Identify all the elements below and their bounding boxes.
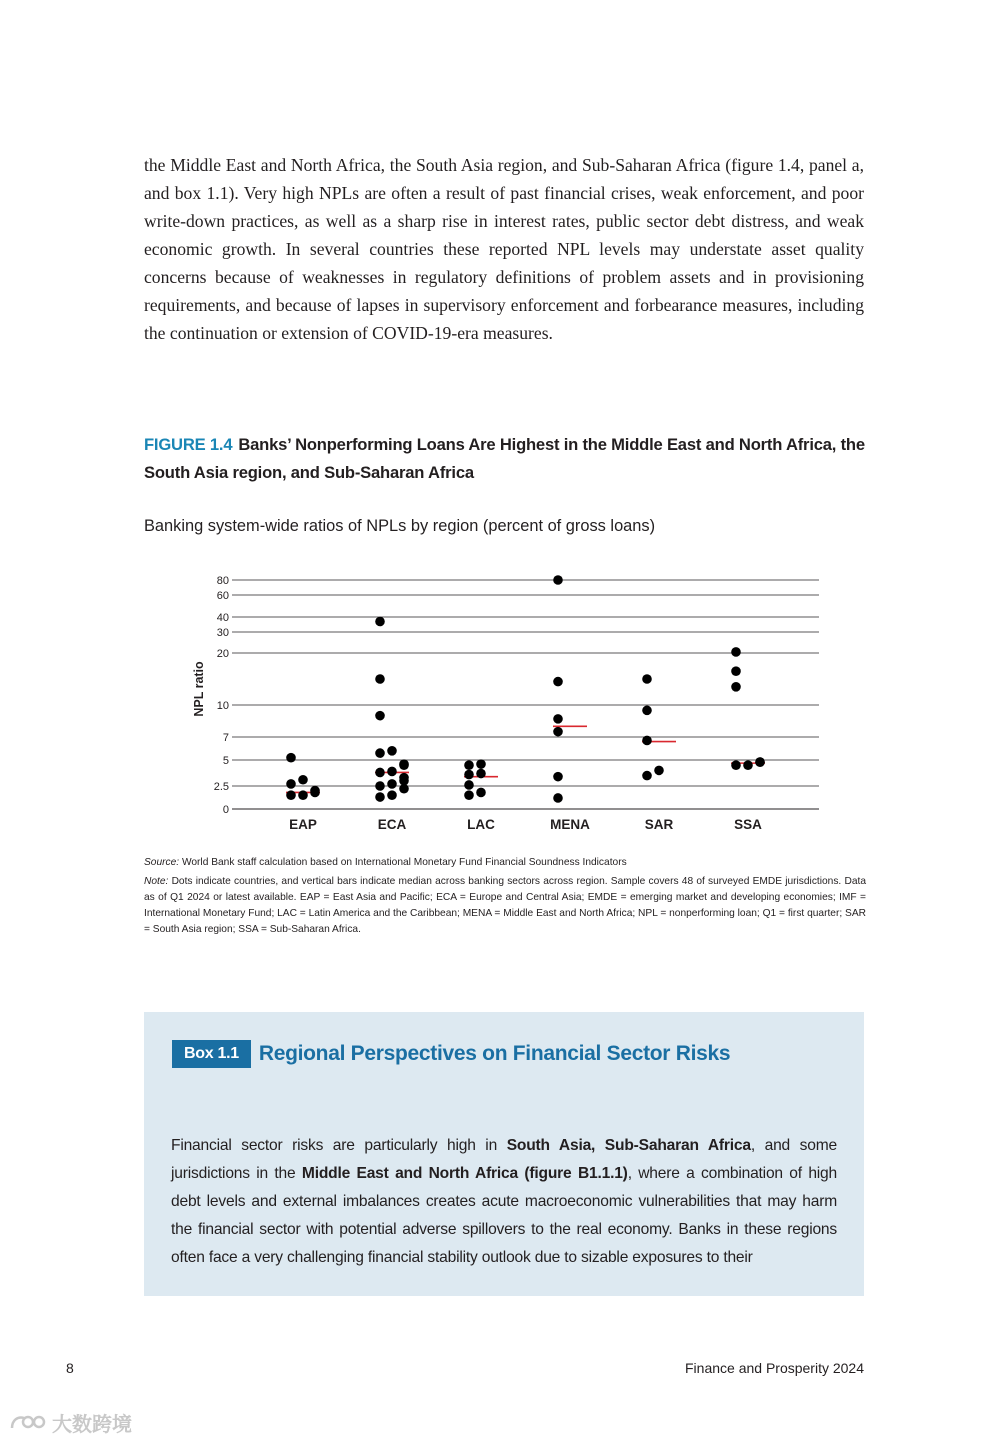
country-dot bbox=[464, 780, 474, 790]
country-dot bbox=[286, 753, 296, 763]
y-tick-label: 10 bbox=[216, 700, 229, 712]
country-dot bbox=[731, 760, 741, 770]
box-1-1 bbox=[144, 1012, 864, 1296]
watermark bbox=[8, 1408, 132, 1437]
y-tick-label: 2.5 bbox=[213, 781, 229, 793]
body-paragraph: the Middle East and North Africa, the South Asia region, and Sub-Saharan Africa (figure 1.4, panel a, and box 1.1). Very high NPLs are often a result of past financial crises, weak enforcement, and poor write-down practices, as well as a sharp rise in interest rates, public sector debt distress, and weak economic growth. In several countries these reported NPL levels may understate asset quality concerns because of weaknesses in regulatory definitions of problem assets and in provisioning requirements, and because of lapses in supervisory enforcement and forbearance measures, including the continuation or extension of COVID-19-era measures. bbox=[144, 155, 864, 343]
country-dot bbox=[375, 617, 385, 627]
box-text-part: Financial sector risks are particularly high in bbox=[171, 1137, 507, 1154]
publication-title: Finance and Prosperity 2024 bbox=[685, 1360, 864, 1376]
note-label: Note: bbox=[144, 876, 169, 887]
country-dot bbox=[298, 790, 308, 800]
country-dot bbox=[642, 706, 652, 716]
watermark-logo-icon bbox=[8, 1412, 48, 1434]
country-dot bbox=[464, 760, 474, 770]
box-tag: Box 1.1 bbox=[172, 1040, 251, 1068]
country-dot bbox=[464, 770, 474, 780]
country-dot bbox=[387, 790, 397, 800]
country-dot bbox=[375, 768, 385, 778]
x-category-label: ECA bbox=[377, 817, 407, 832]
country-dot bbox=[310, 786, 320, 796]
country-dot bbox=[286, 790, 296, 800]
y-tick-label: 20 bbox=[216, 648, 229, 660]
country-dot bbox=[642, 771, 652, 781]
x-category-label: EAP bbox=[289, 817, 317, 832]
y-tick-label: 0 bbox=[222, 804, 229, 816]
country-dot bbox=[654, 766, 664, 776]
npl-scatter-chart bbox=[180, 565, 840, 845]
country-dots bbox=[286, 575, 765, 803]
y-tick-label: 30 bbox=[216, 627, 229, 639]
country-dot bbox=[286, 779, 296, 789]
box-text-part: , and some jurisdictions in the bbox=[171, 1137, 837, 1182]
box-text-part: , where a combination of high debt levels and external imbalances creates acute macroeconomic vulnerabilities that may harm the financial sector with potential adverse spillovers to the real economy. Banks in these regions often face a very challenging financial stability outlook due to sizable exposures to their bbox=[171, 1165, 837, 1266]
y-tick-label: 40 bbox=[216, 612, 229, 624]
x-category-label: SSA bbox=[734, 817, 762, 832]
country-dot bbox=[399, 773, 409, 783]
box-text-bold-mena: Middle East and North Africa (figure B1.1.1) bbox=[301, 1165, 628, 1182]
median-bars bbox=[286, 726, 765, 792]
country-dot bbox=[553, 793, 563, 803]
figure-label: FIGURE 1.4 bbox=[144, 435, 233, 454]
country-dot bbox=[375, 781, 385, 791]
country-dot bbox=[553, 772, 563, 782]
country-dot bbox=[476, 759, 486, 769]
y-tick-label: 80 bbox=[216, 575, 229, 587]
y-axis-ticks bbox=[214, 575, 229, 816]
figure-title bbox=[144, 431, 874, 487]
figure-subtitle: Banking system-wide ratios of NPLs by region (percent of gross loans) bbox=[144, 517, 656, 535]
country-dot bbox=[755, 757, 765, 767]
y-tick-label: 60 bbox=[216, 590, 229, 602]
country-dot bbox=[743, 760, 753, 770]
x-axis-categories bbox=[289, 817, 762, 832]
y-tick-label: 5 bbox=[222, 755, 229, 767]
figure-source bbox=[144, 855, 866, 871]
y-axis-label: NPL ratio bbox=[192, 661, 206, 717]
box-text-bold-regions: South Asia, Sub-Saharan Africa bbox=[506, 1137, 751, 1154]
note-text: Dots indicate countries, and vertical bars indicate median across banking sectors across region. Sample covers 48 of surveyed EMDE jurisdictions. Data as of Q1 2024 or latest available. EAP = East Asia and Pacific; ECA = Europe and Central Asia; EMDE = emerging market and developing economies; IMF = International Monetary Fund; LAC = Latin America and the Caribbean; MENA = Middle East and North Africa; NPL = nonperforming loan; Q1 = first quarter; SAR = South Asia region; SSA = Sub-Saharan Africa. bbox=[144, 876, 866, 935]
figure-note bbox=[144, 874, 866, 938]
box-header bbox=[172, 1040, 730, 1068]
y-tick-label: 7 bbox=[222, 732, 229, 744]
box-title: Regional Perspectives on Financial Sector Risks bbox=[258, 1042, 731, 1065]
country-dot bbox=[476, 788, 486, 798]
country-dot bbox=[553, 575, 563, 585]
country-dot bbox=[375, 792, 385, 802]
country-dot bbox=[642, 674, 652, 684]
x-category-label: SAR bbox=[644, 817, 674, 832]
chart-gridlines bbox=[232, 580, 819, 809]
country-dot bbox=[553, 677, 563, 687]
country-dot bbox=[553, 714, 563, 724]
country-dot bbox=[731, 682, 741, 692]
country-dot bbox=[553, 727, 563, 737]
country-dot bbox=[642, 736, 652, 746]
x-category-label: LAC bbox=[467, 817, 495, 832]
country-dot bbox=[298, 775, 308, 785]
country-dot bbox=[387, 779, 397, 789]
country-dot bbox=[387, 746, 397, 756]
x-category-label: MENA bbox=[550, 817, 590, 832]
figure-notes bbox=[144, 855, 866, 938]
country-dot bbox=[375, 748, 385, 758]
country-dot bbox=[464, 790, 474, 800]
figure-title-text: Banks’ Nonperforming Loans Are Highest in the Middle East and North Africa, the South Asia region, and Sub-Saharan Africa bbox=[144, 435, 865, 482]
country-dot bbox=[375, 711, 385, 721]
source-text: World Bank staff calculation based on International Monetary Fund Financial Soundness Indicators bbox=[179, 857, 627, 868]
watermark-text: 大数跨境 bbox=[52, 1414, 132, 1436]
country-dot bbox=[731, 666, 741, 676]
country-dot bbox=[476, 769, 486, 779]
box-paragraph bbox=[171, 1132, 837, 1272]
source-label: Source: bbox=[144, 857, 180, 868]
page-number: 8 bbox=[66, 1360, 74, 1376]
country-dot bbox=[375, 674, 385, 684]
country-dot bbox=[387, 767, 397, 777]
country-dot bbox=[731, 647, 741, 657]
country-dot bbox=[399, 759, 409, 769]
